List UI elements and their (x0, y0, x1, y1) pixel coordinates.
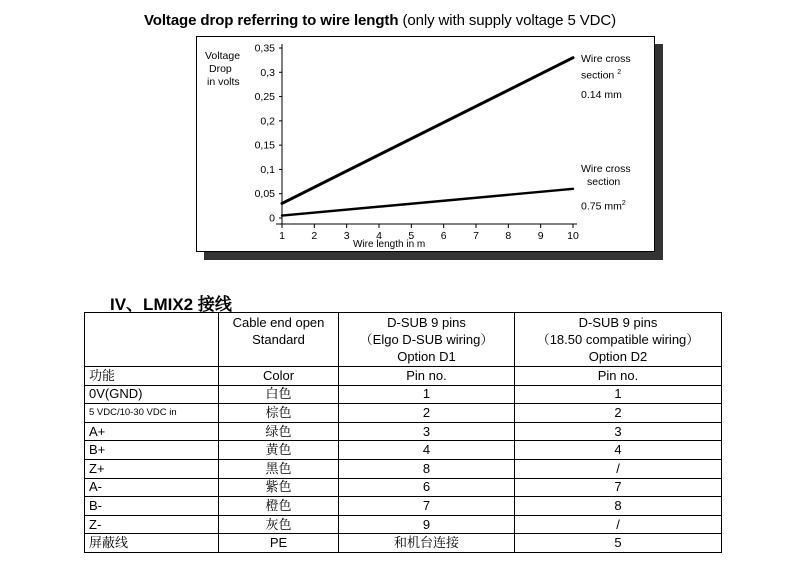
table-row (85, 367, 722, 386)
x-tick-label: 9 (537, 230, 544, 242)
cell-color: 棕色 (219, 404, 339, 423)
cell-pin-d1: 9 (339, 515, 515, 534)
header-line: Option D2 (588, 349, 648, 364)
y-tick-label: 0,35 (254, 42, 275, 55)
header-cell (339, 313, 515, 367)
x-tick-label: 5 (408, 230, 415, 242)
series-line (282, 189, 573, 216)
y-tick-label: 0,2 (260, 115, 275, 128)
annotation-075 (581, 163, 631, 214)
table-row (85, 459, 722, 478)
cell-color: 紫色 (219, 478, 339, 497)
annotation-text: 0.75 mm (581, 200, 622, 213)
header-line: Cable end open (232, 315, 325, 330)
annotation-text: section (587, 176, 621, 188)
chart-title-main: Voltage drop referring to wire length (144, 12, 399, 29)
annotation-text: section (581, 69, 615, 82)
cell-function: 功能 (85, 367, 219, 386)
cell-pin-d2: 1 (515, 385, 722, 404)
table-header-row (85, 313, 722, 367)
cell-function: 0V(GND) (85, 385, 219, 404)
cell-function: B- (85, 497, 219, 516)
cell-pin-d2: 8 (515, 497, 722, 516)
x-tick-label: 4 (376, 230, 382, 242)
annotation-text: Wire cross (581, 163, 631, 175)
header-line: （18.50 compatible wiring） (536, 332, 700, 347)
x-tick-label: 7 (473, 230, 479, 242)
annotation-superscript: 2 (621, 200, 626, 207)
cell-color: Color (219, 367, 339, 386)
header-cell (85, 313, 219, 367)
cell-color: 绿色 (219, 422, 339, 441)
x-tick-label: 1 (279, 230, 285, 242)
table-row (85, 534, 722, 553)
cell-color: 橙色 (219, 497, 339, 516)
x-tick-label: 2 (311, 230, 318, 242)
table-row (85, 422, 722, 441)
chart-title (144, 12, 616, 29)
cell-pin-d2: / (515, 459, 722, 478)
x-tick-label: 6 (440, 230, 447, 242)
header-line: Option D1 (397, 349, 456, 364)
cell-pin-d2: 7 (515, 478, 722, 497)
table-row (85, 478, 722, 497)
header-cell (219, 313, 339, 367)
x-tick-label: 3 (343, 230, 350, 242)
cell-pin-d1: 7 (339, 497, 515, 516)
cell-color: 黄色 (219, 441, 339, 460)
cell-function: 屏蔽线 (85, 534, 219, 553)
cell-function: Z- (85, 515, 219, 534)
cell-color: 白色 (219, 385, 339, 404)
cell-function: A+ (85, 422, 219, 441)
cell-pin-d2: 5 (515, 534, 722, 553)
y-tick-label: 0,1 (260, 163, 275, 176)
y-tick-label: 0,15 (254, 139, 275, 152)
cell-function: A- (85, 478, 219, 497)
table-row (85, 404, 722, 423)
x-tick-label: 8 (505, 230, 512, 242)
table-row (85, 497, 722, 516)
cell-function: Z+ (85, 459, 219, 478)
y-tick-label: 0,25 (254, 91, 275, 104)
cell-function: B+ (85, 441, 219, 460)
header-line: D-SUB 9 pins (387, 315, 466, 330)
cell-pin-d2: 4 (515, 441, 722, 460)
annotation-text: 0.14 mm (581, 88, 622, 101)
cell-pin-d1: 2 (339, 404, 515, 423)
cell-color: 灰色 (219, 515, 339, 534)
header-cell (515, 313, 722, 367)
header-line: Standard (252, 332, 305, 347)
cell-color: 黑色 (219, 459, 339, 478)
cell-pin-d2: / (515, 515, 722, 534)
annotation-014 (581, 53, 631, 102)
cell-pin-d1: 和机台连接 (339, 534, 515, 553)
header-line: （Elgo D-SUB wiring） (359, 332, 494, 347)
cell-pin-d2: 2 (515, 404, 722, 423)
section-heading: IV、LMIX2 接线 (110, 295, 232, 314)
cell-pin-d2: Pin no. (515, 367, 722, 386)
table-row (85, 441, 722, 460)
header-line: D-SUB 9 pins (578, 315, 658, 330)
table-row (85, 385, 722, 404)
y-tick-label: 0 (269, 212, 275, 225)
cell-pin-d1: 4 (339, 441, 515, 460)
table-row (85, 515, 722, 534)
annotation-superscript: 2 (617, 69, 622, 76)
y-axis-label-line: Voltage (205, 50, 241, 62)
y-tick-label: 0,3 (260, 66, 275, 79)
x-tick-label: 10 (567, 230, 579, 242)
cell-pin-d1: 3 (339, 422, 515, 441)
cell-function: 5 VDC/10-30 VDC in (85, 404, 219, 423)
wiring-table (84, 312, 722, 553)
chart-frame (196, 36, 655, 252)
x-axis-label: Wire length in m (353, 239, 426, 250)
series-line (282, 58, 573, 204)
cell-pin-d1: 1 (339, 385, 515, 404)
y-axis-label-line: in volts (207, 76, 240, 88)
cell-color: PE (219, 534, 339, 553)
annotation-text: Wire cross (581, 53, 631, 65)
cell-pin-d1: Pin no. (339, 367, 515, 386)
chart-title-sub: (only with supply voltage 5 VDC) (402, 12, 617, 29)
cell-pin-d2: 3 (515, 422, 722, 441)
cell-pin-d1: 8 (339, 459, 515, 478)
cell-pin-d1: 6 (339, 478, 515, 497)
y-axis-label-line: Drop (209, 63, 232, 75)
y-tick-label: 0,05 (254, 188, 275, 201)
